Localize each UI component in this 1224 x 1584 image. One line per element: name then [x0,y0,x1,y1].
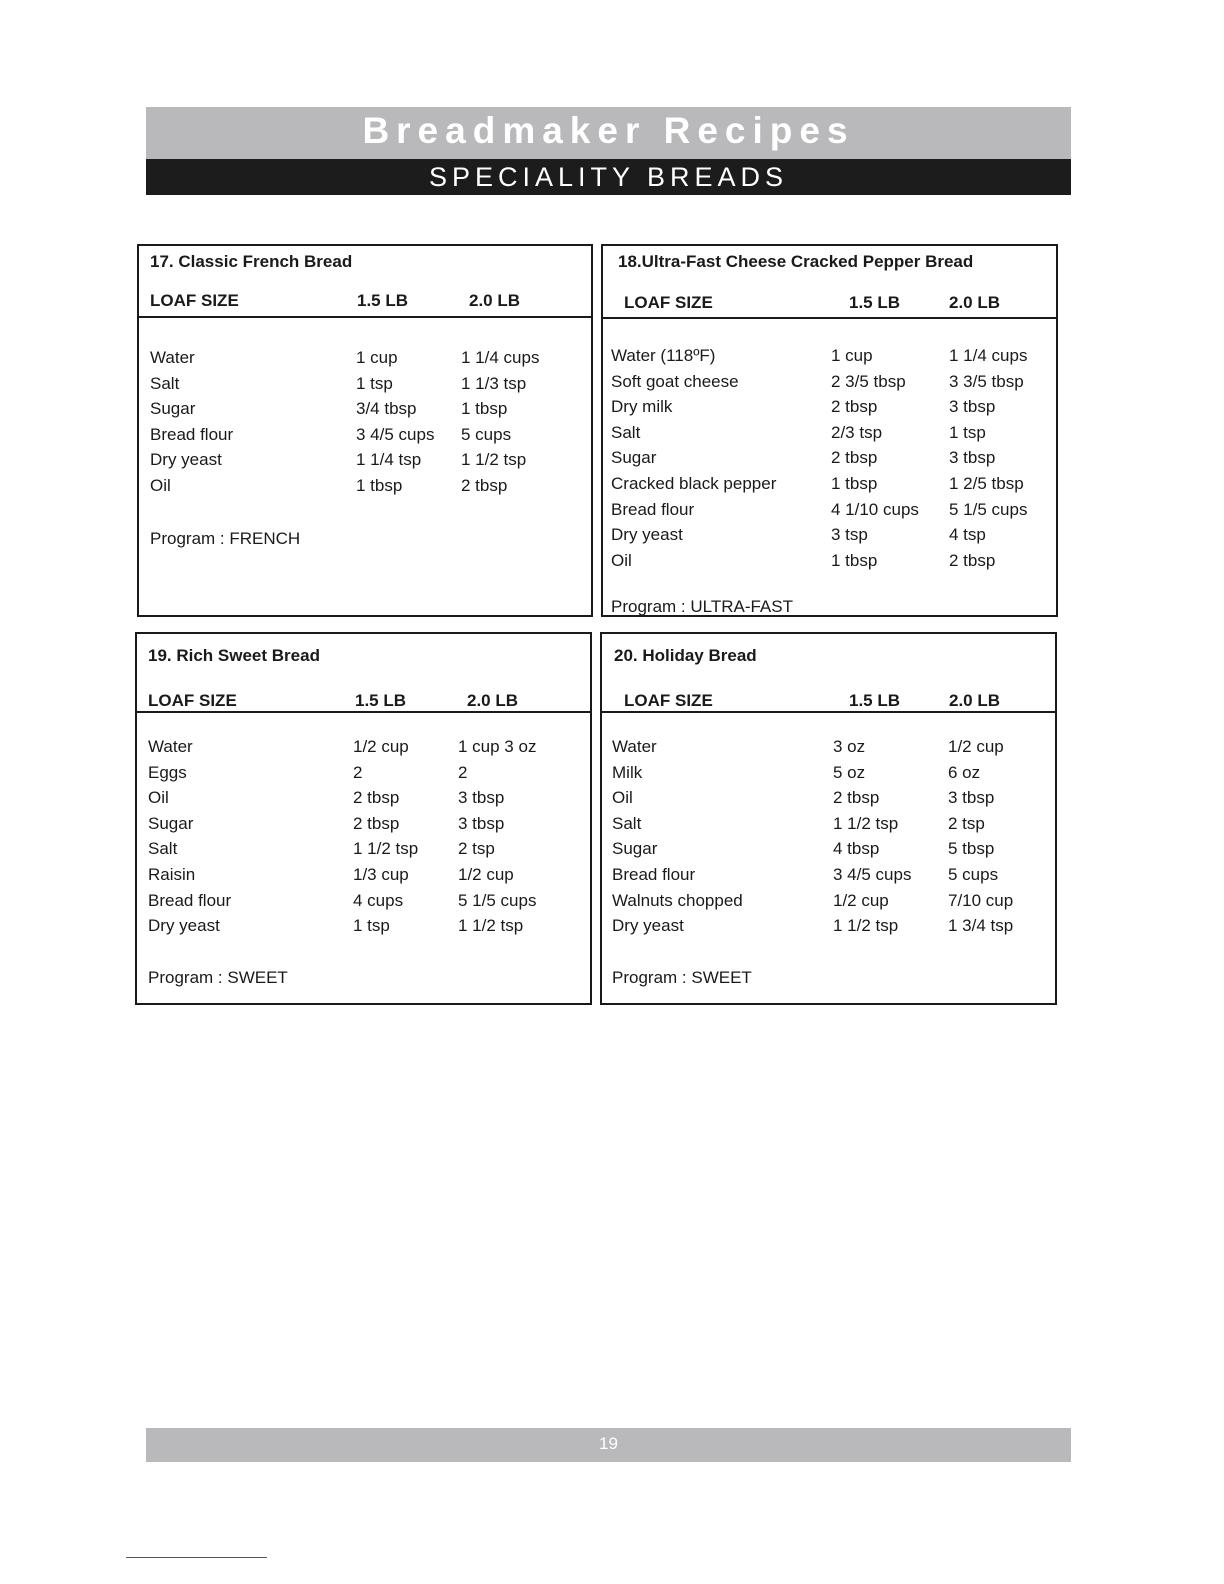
amount-1-5-lb: 1/2 cup [833,890,889,910]
ingredient-name: Raisin [148,864,196,884]
amount-1-5-lb: 1 cup [831,346,873,365]
amount-2-0-lb: 5 1/5 cups [949,499,1028,519]
ingredient-name: Sugar [148,813,194,833]
ingredient-list [603,346,1056,576]
ingredient-name: Salt [150,373,180,393]
amount-2-0-lb: 2 tsp [458,839,495,859]
ingredient-name: Salt [611,422,641,442]
ingredient-row [137,865,590,891]
amount-1-5-lb: 2 tbsp [831,448,878,468]
ingredient-name: Water [150,348,195,367]
ingredient-row [603,397,1056,423]
loaf-size-label: LOAF SIZE [624,691,713,710]
amount-1-5-lb: 1 tbsp [356,475,403,495]
amount-2-0-lb: 1 1/4 cups [949,346,1028,365]
ingredient-name: Oil [148,788,169,808]
ingredient-row [602,916,1055,942]
ingredient-row [602,737,1055,763]
amount-2-0-lb: 2 [458,762,468,782]
recipe-title: 19. Rich Sweet Bread [148,646,320,665]
amount-2-0-lb: 1 1/2 tsp [458,916,524,936]
recipe-card-rich-sweet [135,632,592,1005]
recipe-header [137,634,590,713]
amount-1-5-lb: 3 4/5 cups [833,864,912,884]
amount-1-5-lb: 1 1/2 tsp [833,916,899,936]
amount-1-5-lb: 2 tbsp [353,788,400,808]
program-label: Program : SWEET [612,968,752,987]
program-label: Program : ULTRA-FAST [611,597,793,616]
corner-divider [126,1557,267,1558]
recipe-card-holiday [600,632,1057,1005]
amount-2-0-lb: 2 tbsp [461,475,508,495]
ingredient-row [603,346,1056,372]
ingredient-row [602,865,1055,891]
size-1-5-lb: 1.5 LB [357,291,409,310]
amount-1-5-lb: 4 1/10 cups [831,499,919,519]
amount-1-5-lb: 3/4 tbsp [356,399,417,419]
amount-1-5-lb: 1 1/2 tsp [353,839,419,859]
ingredient-row [137,737,590,763]
ingredient-name: Bread flour [148,890,232,910]
amount-2-0-lb: 6 oz [948,762,981,782]
ingredient-name: Water [148,737,193,756]
amount-2-0-lb: 3 tbsp [948,788,995,808]
ingredient-name: Salt [148,839,178,859]
ingredient-name: Dry yeast [150,450,222,470]
ingredient-name: Soft goat cheese [611,371,739,391]
ingredient-row [139,476,591,502]
ingredient-name: Oil [611,550,632,570]
amount-2-0-lb: 2 tsp [948,813,985,833]
loaf-size-label: LOAF SIZE [150,291,239,310]
amount-2-0-lb: 1 1/4 cups [461,348,540,367]
amount-2-0-lb: 1 1/2 tsp [461,450,527,470]
amount-2-0-lb: 1 tsp [949,422,986,442]
ingredient-row [139,348,591,374]
recipe-title: 18.Ultra-Fast Cheese Cracked Pepper Bread [618,252,974,271]
ingredient-name: Sugar [611,448,657,468]
ingredient-row [602,763,1055,789]
amount-2-0-lb: 5 cups [461,424,512,444]
amount-2-0-lb: 5 1/5 cups [458,890,537,910]
amount-2-0-lb: 3 tbsp [949,397,996,417]
loaf-size-label: LOAF SIZE [624,293,713,312]
amount-1-5-lb: 1 cup [356,348,398,367]
ingredient-row [139,425,591,451]
ingredient-name: Walnuts chopped [612,890,743,910]
amount-1-5-lb: 2 tbsp [353,813,400,833]
ingredient-name: Bread flour [150,424,234,444]
ingredient-list [602,737,1055,942]
header-title: Breadmaker Recipes [146,107,1071,159]
ingredient-name: Oil [612,788,633,808]
amount-2-0-lb: 5 tbsp [948,839,995,859]
amount-1-5-lb: 4 tbsp [833,839,880,859]
amount-1-5-lb: 2 3/5 tbsp [831,371,906,391]
ingredient-row [137,891,590,917]
amount-1-5-lb: 3 tsp [831,525,868,545]
amount-2-0-lb: 7/10 cup [948,890,1014,910]
ingredient-name: Sugar [612,839,658,859]
size-1-5-lb: 1.5 LB [849,691,901,710]
amount-2-0-lb: 3 tbsp [458,788,505,808]
ingredient-row [139,399,591,425]
ingredient-name: Dry yeast [148,916,220,936]
size-2-0-lb: 2.0 LB [949,293,1001,312]
ingredient-row [137,814,590,840]
ingredient-name: Water [612,737,657,756]
ingredient-name: Bread flour [611,499,695,519]
ingredient-row [602,891,1055,917]
page-number: 19 [146,1428,1071,1462]
ingredient-name: Eggs [148,762,187,782]
size-1-5-lb: 1.5 LB [849,293,901,312]
amount-2-0-lb: 3 tbsp [949,448,996,468]
ingredient-name: Dry yeast [612,916,684,936]
ingredient-list [137,737,590,942]
amount-2-0-lb: 2 tbsp [949,550,996,570]
amount-1-5-lb: 2 tbsp [831,397,878,417]
size-2-0-lb: 2.0 LB [949,691,1001,710]
amount-1-5-lb: 1 tbsp [831,550,878,570]
amount-2-0-lb: 4 tsp [949,525,986,545]
ingredient-row [603,448,1056,474]
amount-1-5-lb: 2/3 tsp [831,422,883,442]
program-label: Program : SWEET [148,968,288,987]
amount-2-0-lb: 5 cups [948,864,999,884]
recipe-card-classic-french [137,244,593,617]
amount-2-0-lb: 3 tbsp [458,813,505,833]
ingredient-row [137,788,590,814]
ingredient-row [139,450,591,476]
ingredient-name: Cracked black pepper [611,473,777,493]
ingredient-name: Bread flour [612,864,696,884]
ingredient-name: Salt [612,813,642,833]
amount-1-5-lb: 1/2 cup [353,737,409,756]
amount-1-5-lb: 3 oz [833,737,866,756]
ingredient-row [137,916,590,942]
amount-1-5-lb: 2 tbsp [833,788,880,808]
ingredient-name: Sugar [150,399,196,419]
amount-1-5-lb: 1 1/4 tsp [356,450,422,470]
amount-1-5-lb: 1 tsp [356,373,393,393]
header-subtitle: SPECIALITY BREADS [146,159,1071,195]
recipe-header [602,634,1055,713]
ingredient-row [603,525,1056,551]
ingredient-name: Oil [150,475,171,495]
amount-1-5-lb: 2 [353,762,363,782]
amount-2-0-lb: 1 1/3 tsp [461,373,527,393]
ingredient-row [602,839,1055,865]
amount-2-0-lb: 1 cup 3 oz [458,737,537,756]
recipe-header [603,246,1056,319]
ingredient-row [602,788,1055,814]
size-2-0-lb: 2.0 LB [467,691,519,710]
ingredient-name: Dry yeast [611,525,683,545]
amount-1-5-lb: 4 cups [353,890,404,910]
amount-1-5-lb: 1 tbsp [831,473,878,493]
amount-2-0-lb: 1 tbsp [461,399,508,419]
size-2-0-lb: 2.0 LB [469,291,521,310]
recipe-card-ultra-fast-cheese [601,244,1058,617]
loaf-size-label: LOAF SIZE [148,691,237,710]
amount-2-0-lb: 3 3/5 tbsp [949,371,1024,391]
ingredient-row [603,500,1056,526]
ingredient-row [602,814,1055,840]
ingredient-name: Water (118ºF) [611,346,716,365]
amount-1-5-lb: 1 tsp [353,916,390,936]
recipe-title: 17. Classic French Bread [150,252,353,271]
ingredient-list [139,348,591,502]
ingredient-row [137,763,590,789]
amount-1-5-lb: 5 oz [833,762,866,782]
ingredient-row [603,372,1056,398]
ingredient-row [603,474,1056,500]
amount-1-5-lb: 1 1/2 tsp [833,813,899,833]
amount-2-0-lb: 1 3/4 tsp [948,916,1014,936]
recipe-title: 20. Holiday Bread [614,646,757,665]
amount-2-0-lb: 1/2 cup [458,864,514,884]
ingredient-row [603,423,1056,449]
ingredient-row [603,551,1056,577]
program-label: Program : FRENCH [150,529,301,548]
ingredient-row [137,839,590,865]
ingredient-row [139,374,591,400]
amount-2-0-lb: 1 2/5 tbsp [949,473,1024,493]
amount-1-5-lb: 3 4/5 cups [356,424,435,444]
recipe-header [139,246,591,318]
amount-2-0-lb: 1/2 cup [948,737,1004,756]
ingredient-name: Dry milk [611,397,673,417]
size-1-5-lb: 1.5 LB [355,691,407,710]
amount-1-5-lb: 1/3 cup [353,864,409,884]
ingredient-name: Milk [612,762,643,782]
